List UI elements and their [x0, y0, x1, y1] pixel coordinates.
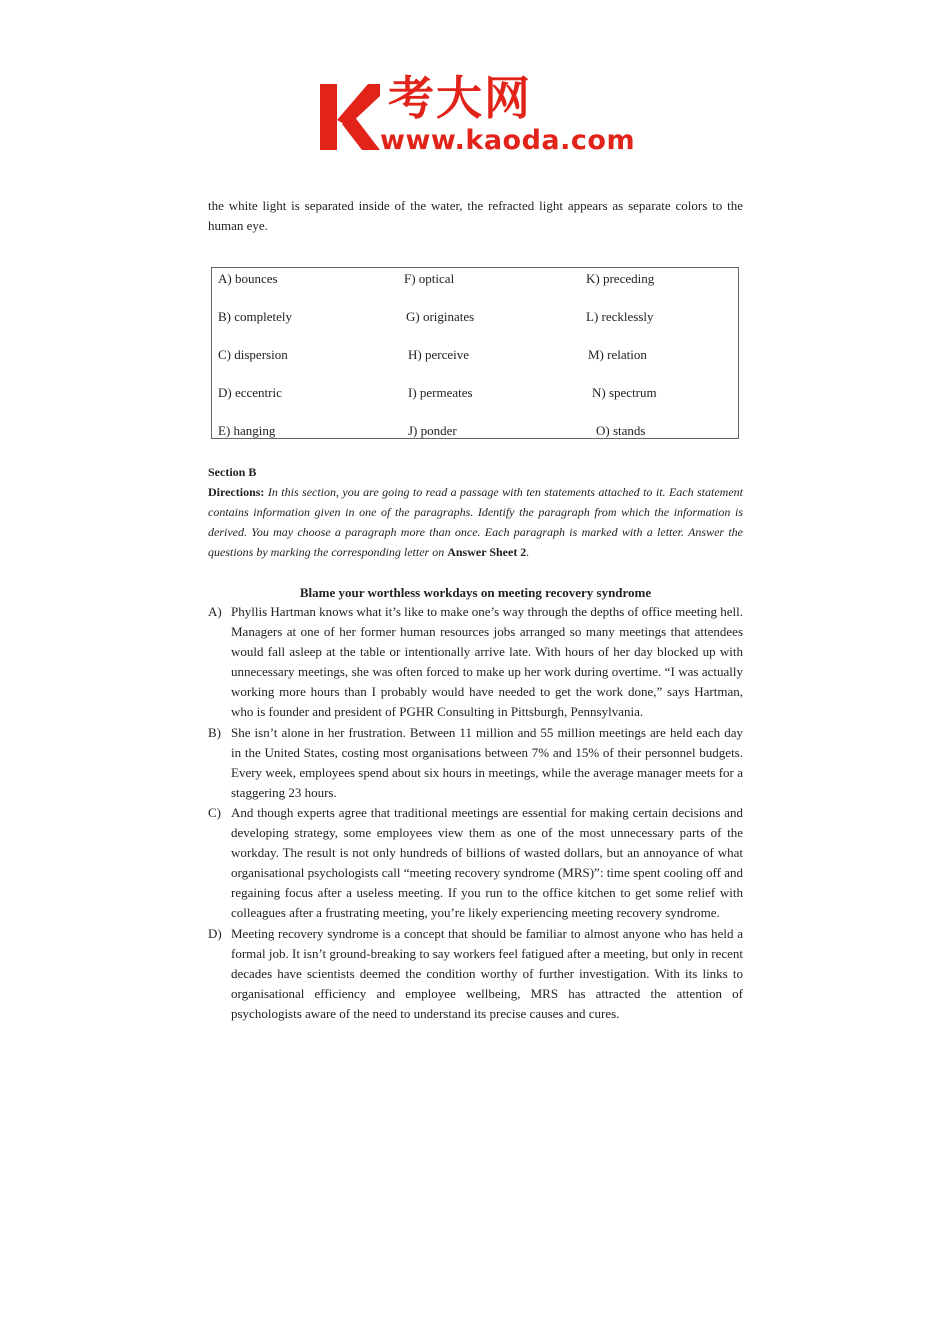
directions [208, 482, 743, 562]
word-option: C) dispersion [218, 347, 288, 362]
word-option: D) eccentric [218, 385, 282, 400]
word-option: G) originates [406, 309, 475, 324]
word-option: N) spectrum [592, 385, 657, 400]
k-logo-icon [318, 82, 380, 152]
paragraph-label: D) [208, 925, 222, 941]
passage-body [208, 602, 743, 1024]
word-option: E) hanging [218, 423, 276, 438]
logo-url: www.kaoda.com [380, 125, 636, 156]
paragraph-label: B) [208, 724, 221, 740]
logo-chinese-name: 考大网 [388, 71, 532, 125]
word-option: H) perceive [408, 347, 469, 362]
paragraph-text: She isn’t alone in her frustration. Between 11 million and 55 million meetings are held each day in the United States, costing most organisations between 7% and 15% of their personnel budgets. Every week, employees spend about six hours in meetings, while the average manager meets for a staggering 23 hours. [231, 724, 743, 800]
word-option: B) completely [218, 309, 293, 324]
word-option: J) ponder [408, 423, 457, 438]
directions-label: Directions: [208, 485, 265, 499]
word-option: L) recklessly [586, 309, 654, 324]
paragraph-a [208, 602, 743, 723]
passage-title: Blame your worthless workdays on meeting recovery syndrome [299, 585, 652, 600]
intro-text: the white light is separated inside of the water, the refracted light appears as separate colors to the human eye. [208, 198, 743, 233]
word-bank [211, 267, 739, 439]
paragraph-c [208, 803, 743, 924]
paragraph-label: A) [208, 604, 222, 619]
word-option: M) relation [588, 347, 647, 362]
word-option: A) bounces [218, 271, 278, 286]
answer-sheet-ref: Answer Sheet 2 [447, 545, 527, 559]
paragraph-d [208, 924, 743, 1024]
word-option: I) permeates [408, 385, 473, 400]
directions-period: . [526, 545, 530, 559]
paragraph-label: C) [208, 804, 221, 820]
paragraph-text: Meeting recovery syndrome is a concept that should be familiar to almost anyone who has held a formal job. It isn’t ground-breaking to say workers feel fatigued after a meeting, but only in recent decades have scientists deemed the condition worthy of further investigation. With its links to organisational efficiency and employee wellbeing, MRS has attracted the attention of psychologists aware of the need to understand its precise causes and cures. [231, 925, 743, 1021]
word-option: O) stands [596, 423, 646, 438]
paragraph-text: And though experts agree that traditional meetings are essential for making certain decisions and developing strategy, some employees view them as one of the most unnecessary parts of the workday. The result is not only hundreds of billions of wasted dollars, but an annoyance of what organisational psychologists call “meeting recovery syndrome (MRS)”: time spent cooling off and regaining focus after a useless meeting. If you run to the office kitchen to get some relief with colleagues after a frustrating meeting, you’re likely experiencing meeting recovery syndrome. [231, 804, 743, 921]
paragraph-text: Phyllis Hartman knows what it’s like to make one’s way through the depths of office meeting hell. Managers at one of her former human resources jobs arranged so many meetings that attendees would fall asleep at the table or intentionally arrive late. With hours of her day blocked up with unnecessary meetings, she was often forced to make up her work during overtime. “I was actually working more hours than I probably would have needed to get the work done,” says Hartman, who is founder and president of PGHR Consulting in Pittsburgh, Pennsylvania. [231, 604, 743, 720]
kaoda-logo [318, 71, 648, 164]
section-heading: Section B [208, 465, 257, 479]
word-option: K) preceding [586, 271, 655, 286]
directions-text: In this section, you are going to read a passage with ten statements attached to it. Each statement contains information given in one of the paragraphs. Identify the paragraph from which the information is derived. You may choose a paragraph more than once. Each paragraph is marked with a letter. Answer the questions by marking the corresponding letter on [208, 485, 744, 559]
paragraph-b [208, 723, 743, 803]
word-option: F) optical [404, 271, 455, 286]
section-b [208, 462, 743, 562]
